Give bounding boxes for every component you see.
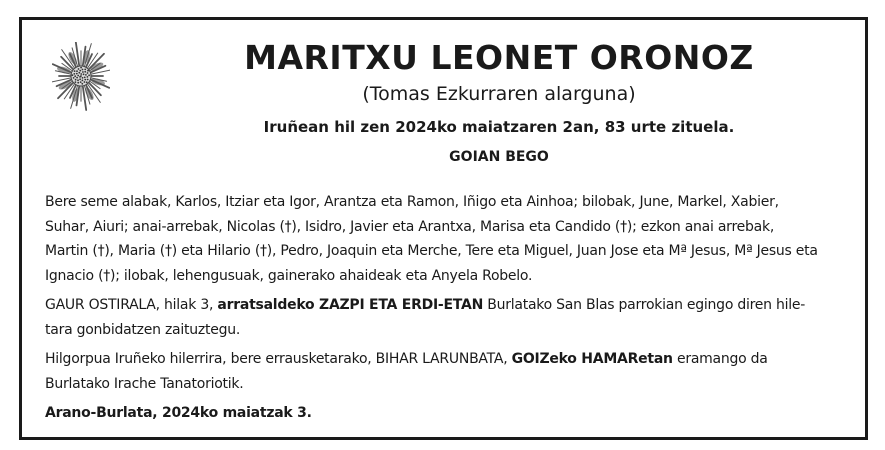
family-line: Suhar, Aiuri; anai-arrebak, Nicolas (†), Isidro, Javier eta Arantxa, Marisa eta Candido (†); ezkon anai arrebak, (45, 218, 775, 235)
place-date-signoff: Arano-Burlata, 2024ko maiatzak 3. (45, 405, 312, 421)
obituary-frame (19, 17, 868, 440)
burial-paragraph (45, 347, 851, 396)
spouse-note: (Tomas Ezkurraren alarguna) (362, 83, 636, 105)
burial-origin: Burlatako Irache Tanatoriotik. (45, 375, 244, 392)
family-line: Martin (†), Maria (†) eta Hilario (†), Pedro, Joaquin eta Merche, Tere eta Miguel, Juan Jose eta Mª Jesus, Mª Jesus eta (45, 243, 818, 259)
funeral-line (45, 293, 851, 318)
deceased-name: MARITXU LEONET ORONOZ (244, 38, 754, 77)
burial-destination: Hilgorpua Iruñeko hilerrira, bere errausketarako, BIHAR LARUNBATA, (45, 351, 512, 367)
funeral-place: Burlatako San Blas parrokian egingo diren hile- (483, 297, 806, 313)
obituary-body (45, 190, 851, 431)
funeral-date: GAUR OSTIRALA, hilak 3, (45, 297, 218, 313)
family-paragraph (45, 190, 851, 288)
family-line: Ignacio (†); ilobak, lehengusuak, gainerako ahaideak eta Anyela Robelo. (45, 267, 533, 284)
thistle-emblem-icon (52, 42, 110, 114)
family-line: Bere seme alabak, Karlos, Itziar eta Igor, Arantza eta Ramon, Iñigo eta Ainhoa; bilobak, June, Markel, Xabier, (45, 194, 779, 210)
burial-time: GOIZeko HAMARetan (511, 351, 673, 367)
funeral-paragraph (45, 293, 851, 342)
burial-verb: eramango da (672, 351, 768, 367)
rest-in-peace: GOIAN BEGO (449, 149, 549, 165)
signoff-paragraph (45, 401, 851, 426)
funeral-time: arratsaldeko ZAZPI ETA ERDI-ETAN (217, 297, 484, 313)
death-announcement: Iruñean hil zen 2024ko maiatzaren 2an, 83 urte zituela. (263, 118, 735, 136)
funeral-invitation: tara gonbidatzen zaituztegu. (45, 321, 241, 338)
burial-line (45, 347, 851, 372)
